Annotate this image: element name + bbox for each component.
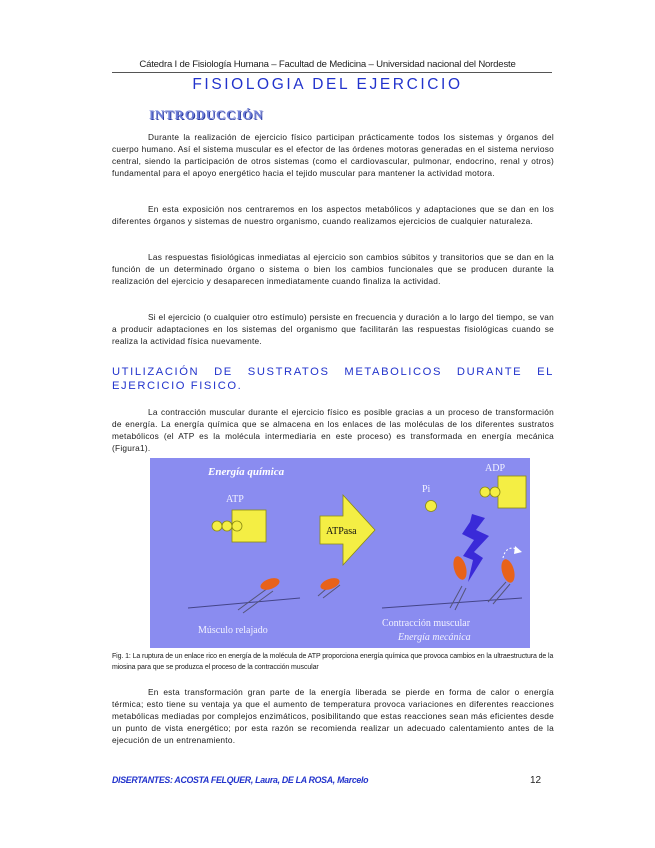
label-pi: Pi (422, 484, 431, 495)
paragraph-4: Si el ejercicio (o cualquier otro estímulo) persiste en frecuencia y duración a lo largo del tiempo, se van a producir adaptaciones en los sistemas del organismo que facilitarán las respuestas fisiológicas cuando se realiza la actividad física nuevamente. (112, 312, 554, 346)
adp-box (498, 476, 526, 508)
label-atp: ATP (226, 494, 244, 505)
phosphate-3 (232, 521, 242, 531)
intro-heading: INTRODUCCIÓN (149, 107, 264, 122)
paragraph-3: Las respuestas fisiológicas inmediatas al ejercicio son cambios súbitos y transitorios que se dan en la función de un determinado órgano o sistema o bien los cambios funcionales que se producen durante la realización del ejercicio y desaparecen inmediatamente cuando finaliza la actividad. (112, 252, 554, 286)
figure-caption: Fig. 1: La ruptura de un enlace rico en energía de la molécula de ATP proporciona energía química que provoca cambios en la ultraestructura de la miosina para que se produzca el proceso de la contracción muscular (112, 653, 554, 671)
label-musculo-relajado: Músculo relajado (198, 625, 268, 636)
footer-authors: DISERTANTES: ACOSTA FELQUER, Laura, DE LA ROSA, Marcelo (112, 775, 369, 785)
page-title: FISIOLOGIA DEL EJERCICIO (192, 76, 463, 93)
phosphate-1 (212, 521, 222, 531)
label-adp: ADP (485, 463, 506, 474)
paragraph-2: En esta exposición nos centraremos en los aspectos metabólicos y adaptaciones que se dan en los diferentes órganos y sistemas de nuestro organismo, cuando realizamos ejercicios de cualquier naturaleza. (112, 204, 554, 226)
label-contraccion-1: Contracción muscular (382, 618, 471, 629)
figure-atp-hydrolysis (150, 458, 530, 648)
label-atpasa: ATPasa (326, 526, 357, 537)
page-number: 12 (530, 775, 542, 786)
final-paragraph: En esta transformación gran parte de la energía liberada se pierde en forma de calor o energía térmica; esto tiene su ventaja ya que el aumento de temperatura provoca variaciones en diferentes reacciones metabólicas mediadas por complejos enzimáticos, posibilitando que estas reacciones sean más eficientes desde un punto de vista energético; por esta razón se recomienda realizar un adecuado calentamiento antes de la ejecución de un entrenamiento. (112, 687, 554, 745)
adp-phosphate-2 (490, 487, 500, 497)
label-energia-quimica: Energía química (208, 466, 285, 478)
section2-heading (112, 365, 554, 393)
phosphate-2 (222, 521, 232, 531)
label-contraccion-2: Energía mecánica (398, 632, 471, 643)
header-rule (112, 72, 552, 73)
free-phosphate (426, 501, 437, 512)
paragraph-1: Durante la realización de ejercicio físico participan prácticamente todos los sistemas y órganos del cuerpo humano. Así el sistema muscular es el efector de las órdenes motoras generadas en el sistema nervioso central, siendo la participación de otros sistemas (como el cardiovascular, pulmonar, endocrino, renal y otros) fundamental para el apoyo energético hacia el tejido muscular para mantener la actividad motora. (112, 132, 554, 178)
section2-heading-line2: EJERCICIO FISICO. (112, 380, 243, 392)
section2-heading-line1: UTILIZACIÓN DE SUSTRATOS METABOLICOS DURANTE EL (112, 366, 554, 378)
adp-phosphate-1 (480, 487, 490, 497)
page-header: Cátedra I de Fisiología Humana – Facultad de Medicina – Universidad nacional del Nordeste (139, 59, 516, 70)
section2-paragraph: La contracción muscular durante el ejercicio físico es posible gracias a un proceso de transformación de energía. La energía química que se almacena en los enlaces de las moléculas de los diferentes sustratos metabólicos (el ATP es la molécula intermediaria en este proceso) es transformada en energía mecánica (Figura1). (112, 407, 554, 453)
